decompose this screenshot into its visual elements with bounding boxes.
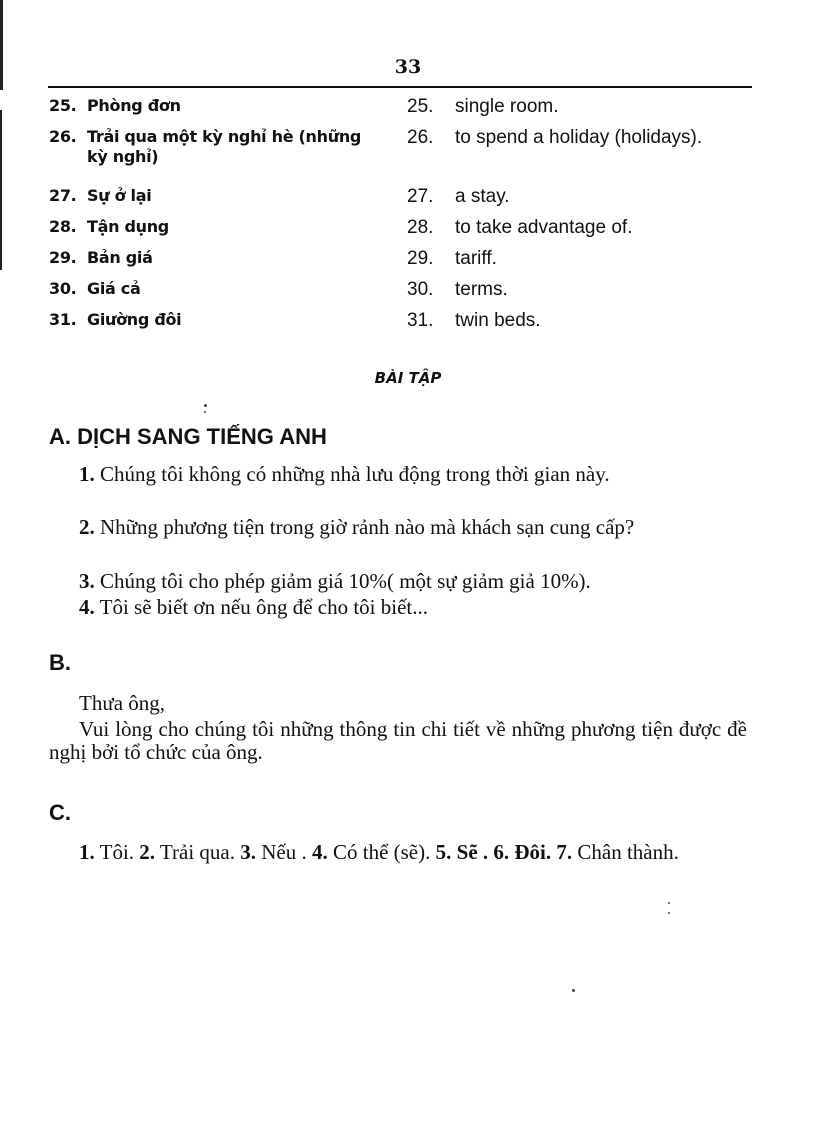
- vocab-number-vi: 28.: [49, 217, 77, 236]
- answer-text: Có thể (sẽ).: [332, 840, 431, 864]
- answer-number: 3.: [240, 840, 256, 864]
- section-a-item: [49, 463, 747, 486]
- header-rule: [48, 86, 752, 88]
- vocab-row: [49, 96, 759, 127]
- vocabulary-list: [49, 96, 759, 341]
- section-a-item: [49, 596, 747, 619]
- answer-text: Nếu .: [261, 840, 307, 864]
- vocab-term-en: tariff.: [455, 248, 497, 269]
- scan-speck: [204, 404, 207, 407]
- vocab-number-vi: 30.: [49, 279, 77, 298]
- section-c-answers: [49, 841, 747, 864]
- vocab-row: [49, 279, 759, 310]
- answer-text: Tôi.: [99, 840, 135, 864]
- vocab-number-en: 26.: [407, 127, 434, 148]
- letter-salutation: [49, 692, 747, 715]
- vocab-number-en: 30.: [407, 279, 434, 300]
- vocab-term-vi: Trải qua một kỳ nghỉ hè (những kỳ nghỉ): [87, 127, 362, 166]
- answer-text: Sẽ .: [456, 840, 489, 864]
- vocab-number-en: 25.: [407, 96, 434, 117]
- answer-number: 5.: [435, 840, 452, 864]
- vocab-row: [49, 186, 759, 217]
- vocab-row: [49, 217, 759, 248]
- vocab-term-en: a stay.: [455, 186, 510, 207]
- vocab-number-vi: 29.: [49, 248, 77, 267]
- letter-body-text: Vui lòng cho chúng tôi những thông tin chi tiết về những phương tiện được đề nghị bởi tổ chức của ông.: [49, 717, 747, 764]
- section-c-heading: C.: [49, 800, 71, 825]
- item-text: Chúng tôi không có những nhà lưu động trong thời gian này.: [100, 462, 610, 486]
- section-b-heading: B.: [49, 650, 71, 675]
- vocab-term-vi: Giường đôi: [87, 310, 182, 329]
- section-a-item: [49, 516, 747, 539]
- vocab-term-vi: Sự ở lại: [87, 186, 152, 205]
- answer-number: 2.: [139, 840, 156, 864]
- answer-number: 1.: [79, 840, 95, 864]
- vocab-term-vi: Bản giá: [87, 248, 153, 267]
- answer-number: 6.: [493, 840, 510, 864]
- section-a-heading: A. DỊCH SANG TIẾNG ANH: [49, 424, 327, 449]
- item-text: Chúng tôi cho phép giảm giá 10%( một sự giảm giả 10%).: [100, 569, 591, 593]
- scan-speck: [572, 989, 575, 992]
- section-a-item: [49, 570, 747, 593]
- page-number: 33: [394, 56, 422, 78]
- item-number: 3.: [79, 569, 95, 593]
- answer-text: Đôi.: [514, 840, 552, 864]
- item-number: 4.: [79, 595, 95, 619]
- vocab-row: [49, 310, 759, 341]
- vocab-term-vi: Tận dụng: [87, 217, 169, 236]
- salutation-text: Thưa ông,: [79, 691, 166, 715]
- answer-number: 4.: [311, 840, 328, 864]
- vocab-number-vi: 26.: [49, 127, 77, 146]
- vocab-number-vi: 31.: [49, 310, 77, 329]
- vocab-row: [49, 127, 759, 186]
- vocab-number-en: 31.: [407, 310, 434, 331]
- item-number: 1.: [79, 462, 95, 486]
- scan-speck: [668, 902, 670, 904]
- vocab-number-en: 27.: [407, 186, 434, 207]
- vocab-number-vi: 25.: [49, 96, 77, 115]
- vocab-term-en: to take advantage of.: [455, 217, 633, 238]
- exercise-title: BÀI TẬP: [374, 369, 442, 387]
- item-number: 2.: [79, 515, 95, 539]
- vocab-term-vi: Phòng đơn: [87, 96, 181, 115]
- vocab-number-vi: 27.: [49, 186, 77, 205]
- binding-edge-mark: [0, 110, 2, 270]
- vocab-term-en: single room.: [455, 96, 559, 117]
- scan-speck: [204, 411, 206, 413]
- item-text: Những phương tiện trong giờ rảnh nào mà khách sạn cung cấp?: [100, 515, 635, 539]
- vocab-term-vi: Giá cả: [87, 279, 141, 298]
- vocab-term-en: twin beds.: [455, 310, 541, 331]
- vocab-term-en: terms.: [455, 279, 508, 300]
- vocab-row: [49, 248, 759, 279]
- scan-speck: [668, 912, 670, 914]
- answer-number: 7.: [556, 840, 573, 864]
- item-text: Tôi sẽ biết ơn nếu ông để cho tôi biết...: [99, 595, 428, 619]
- answer-text: Trải qua.: [159, 840, 235, 864]
- vocab-number-en: 29.: [407, 248, 434, 269]
- letter-body: [49, 718, 747, 764]
- vocab-number-en: 28.: [407, 217, 434, 238]
- answer-text: Chân thành.: [577, 840, 679, 864]
- vocab-term-en: to spend a holiday (holidays).: [455, 127, 703, 148]
